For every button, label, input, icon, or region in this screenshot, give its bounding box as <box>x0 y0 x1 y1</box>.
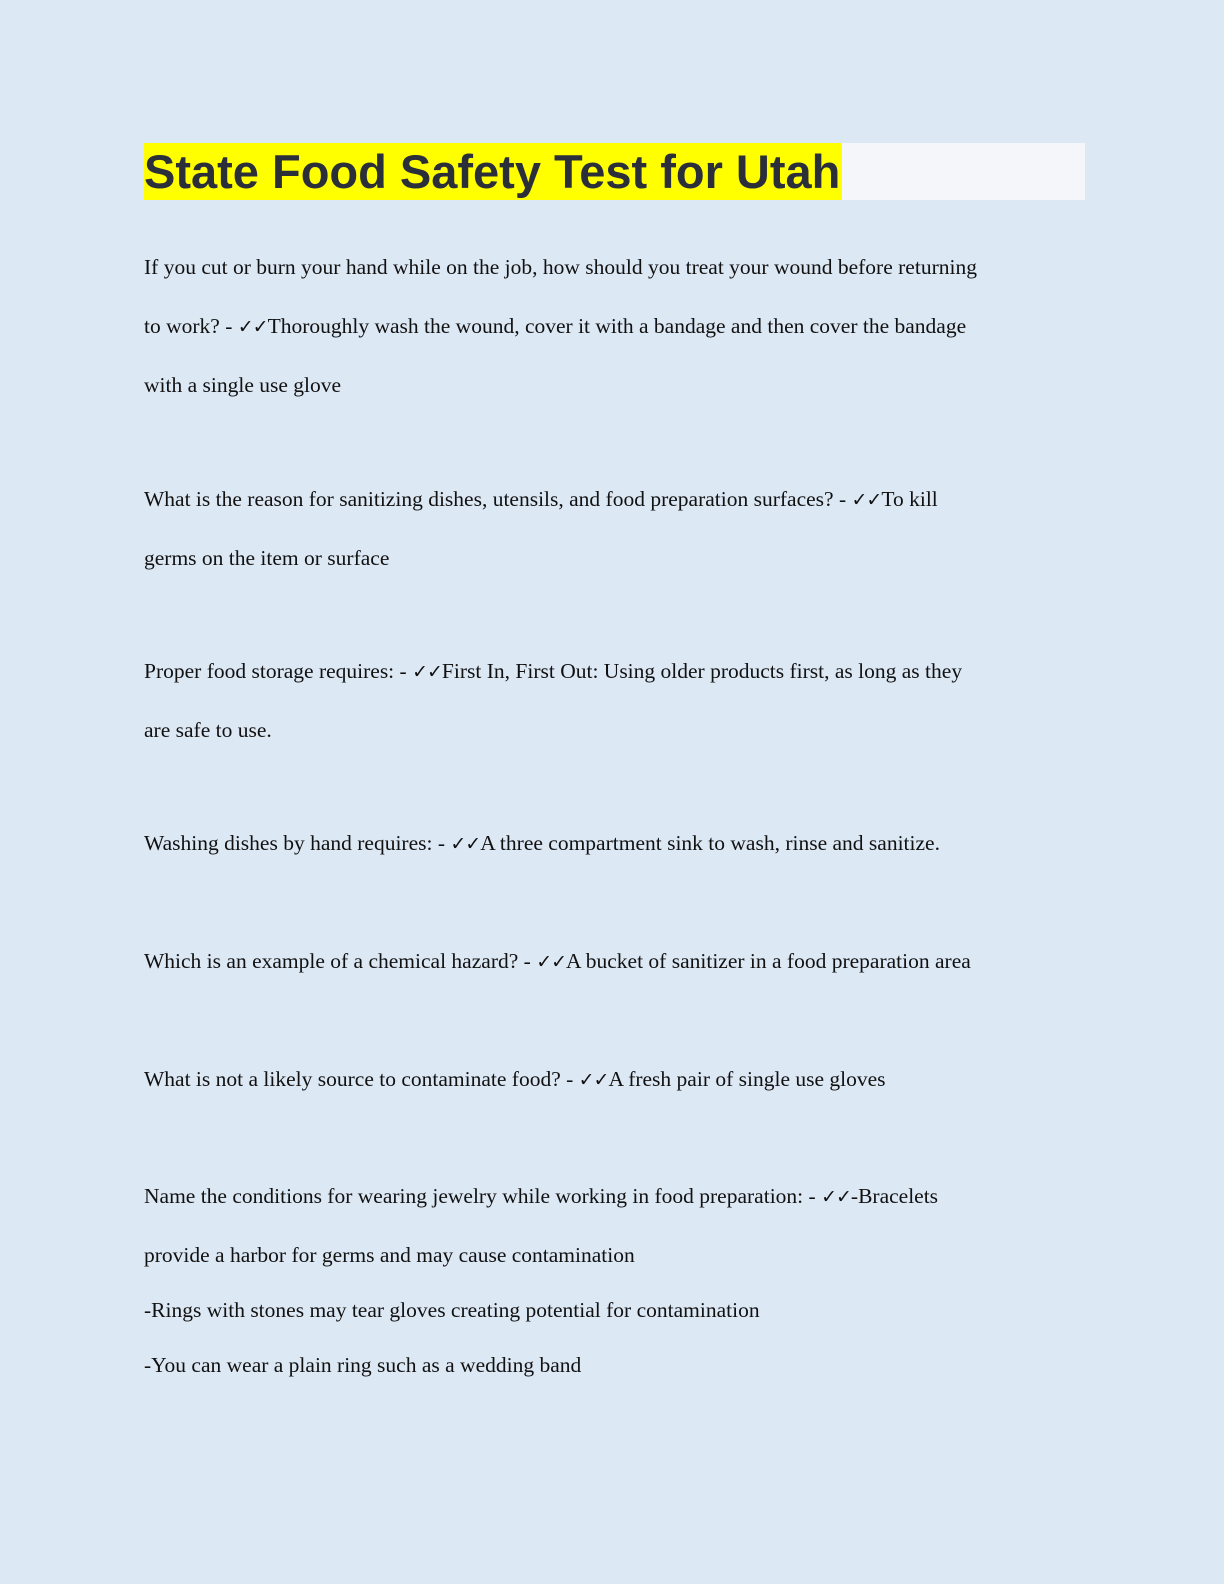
answer-text: Thoroughly wash the wound, cover it with a bandage and then cover the bandage <box>267 314 967 338</box>
document-title: State Food Safety Test for Utah <box>144 145 841 198</box>
answer-text: To kill <box>881 487 938 511</box>
qa-line <box>144 946 1094 1005</box>
answer-text: A fresh pair of single use gloves <box>608 1067 886 1091</box>
question-text: Which is an example of a chemical hazard? - <box>144 949 537 973</box>
question-text: What is not a likely source to contaminate food? - <box>144 1067 579 1091</box>
answer-text: are safe to use. <box>144 718 272 742</box>
qa-item-3 <box>144 656 1094 774</box>
qa-line <box>144 311 1094 370</box>
answer-text: A three compartment sink to wash, rinse and sanitize. <box>480 831 940 855</box>
answer-text: -You can wear a plain ring such as a wedding band <box>144 1353 582 1377</box>
qa-line <box>144 1181 1094 1240</box>
question-text: What is the reason for sanitizing dishes, utensils, and food preparation surfaces? - <box>144 487 852 511</box>
qa-item-4 <box>144 828 1094 887</box>
double-check-icon: ✓✓ <box>578 1069 609 1091</box>
qa-item-5 <box>144 946 1094 1005</box>
double-check-icon: ✓✓ <box>450 833 481 855</box>
question-text: Washing dishes by hand requires: - <box>144 831 451 855</box>
question-text: to work? - <box>144 314 238 338</box>
qa-item-7 <box>144 1181 1094 1405</box>
double-check-icon: ✓✓ <box>237 316 268 338</box>
double-check-icon: ✓✓ <box>412 661 442 683</box>
qa-item-2 <box>144 484 1094 602</box>
question-text: If you cut or burn your hand while on the job, how should you treat your wound before returning <box>144 255 977 279</box>
double-check-icon: ✓✓ <box>851 489 882 511</box>
answer-text: First In, First Out: Using older products first, as long as they <box>441 659 963 683</box>
qa-line <box>144 656 1094 715</box>
answer-text: -Bracelets <box>850 1184 939 1208</box>
qa-line <box>144 828 1094 887</box>
answer-text: A bucket of sanitizer in a food preparation area <box>566 949 971 973</box>
answer-text: provide a harbor for germs and may cause contamination <box>144 1243 635 1267</box>
question-text: Name the conditions for wearing jewelry while working in food preparation: - <box>144 1184 822 1208</box>
qa-line <box>144 484 1094 543</box>
answer-text: -Rings with stones may tear gloves creating potential for contamination <box>144 1298 760 1322</box>
qa-item-6 <box>144 1064 1094 1123</box>
answer-text: with a single use glove <box>144 373 342 397</box>
qa-line <box>144 1064 1094 1123</box>
double-check-icon: ✓✓ <box>536 951 567 973</box>
title-highlight-band <box>144 143 1085 200</box>
answer-text: germs on the item or surface <box>144 546 390 570</box>
question-text: Proper food storage requires: - <box>144 659 413 683</box>
double-check-icon: ✓✓ <box>821 1186 851 1208</box>
qa-item-1 <box>144 252 1094 429</box>
